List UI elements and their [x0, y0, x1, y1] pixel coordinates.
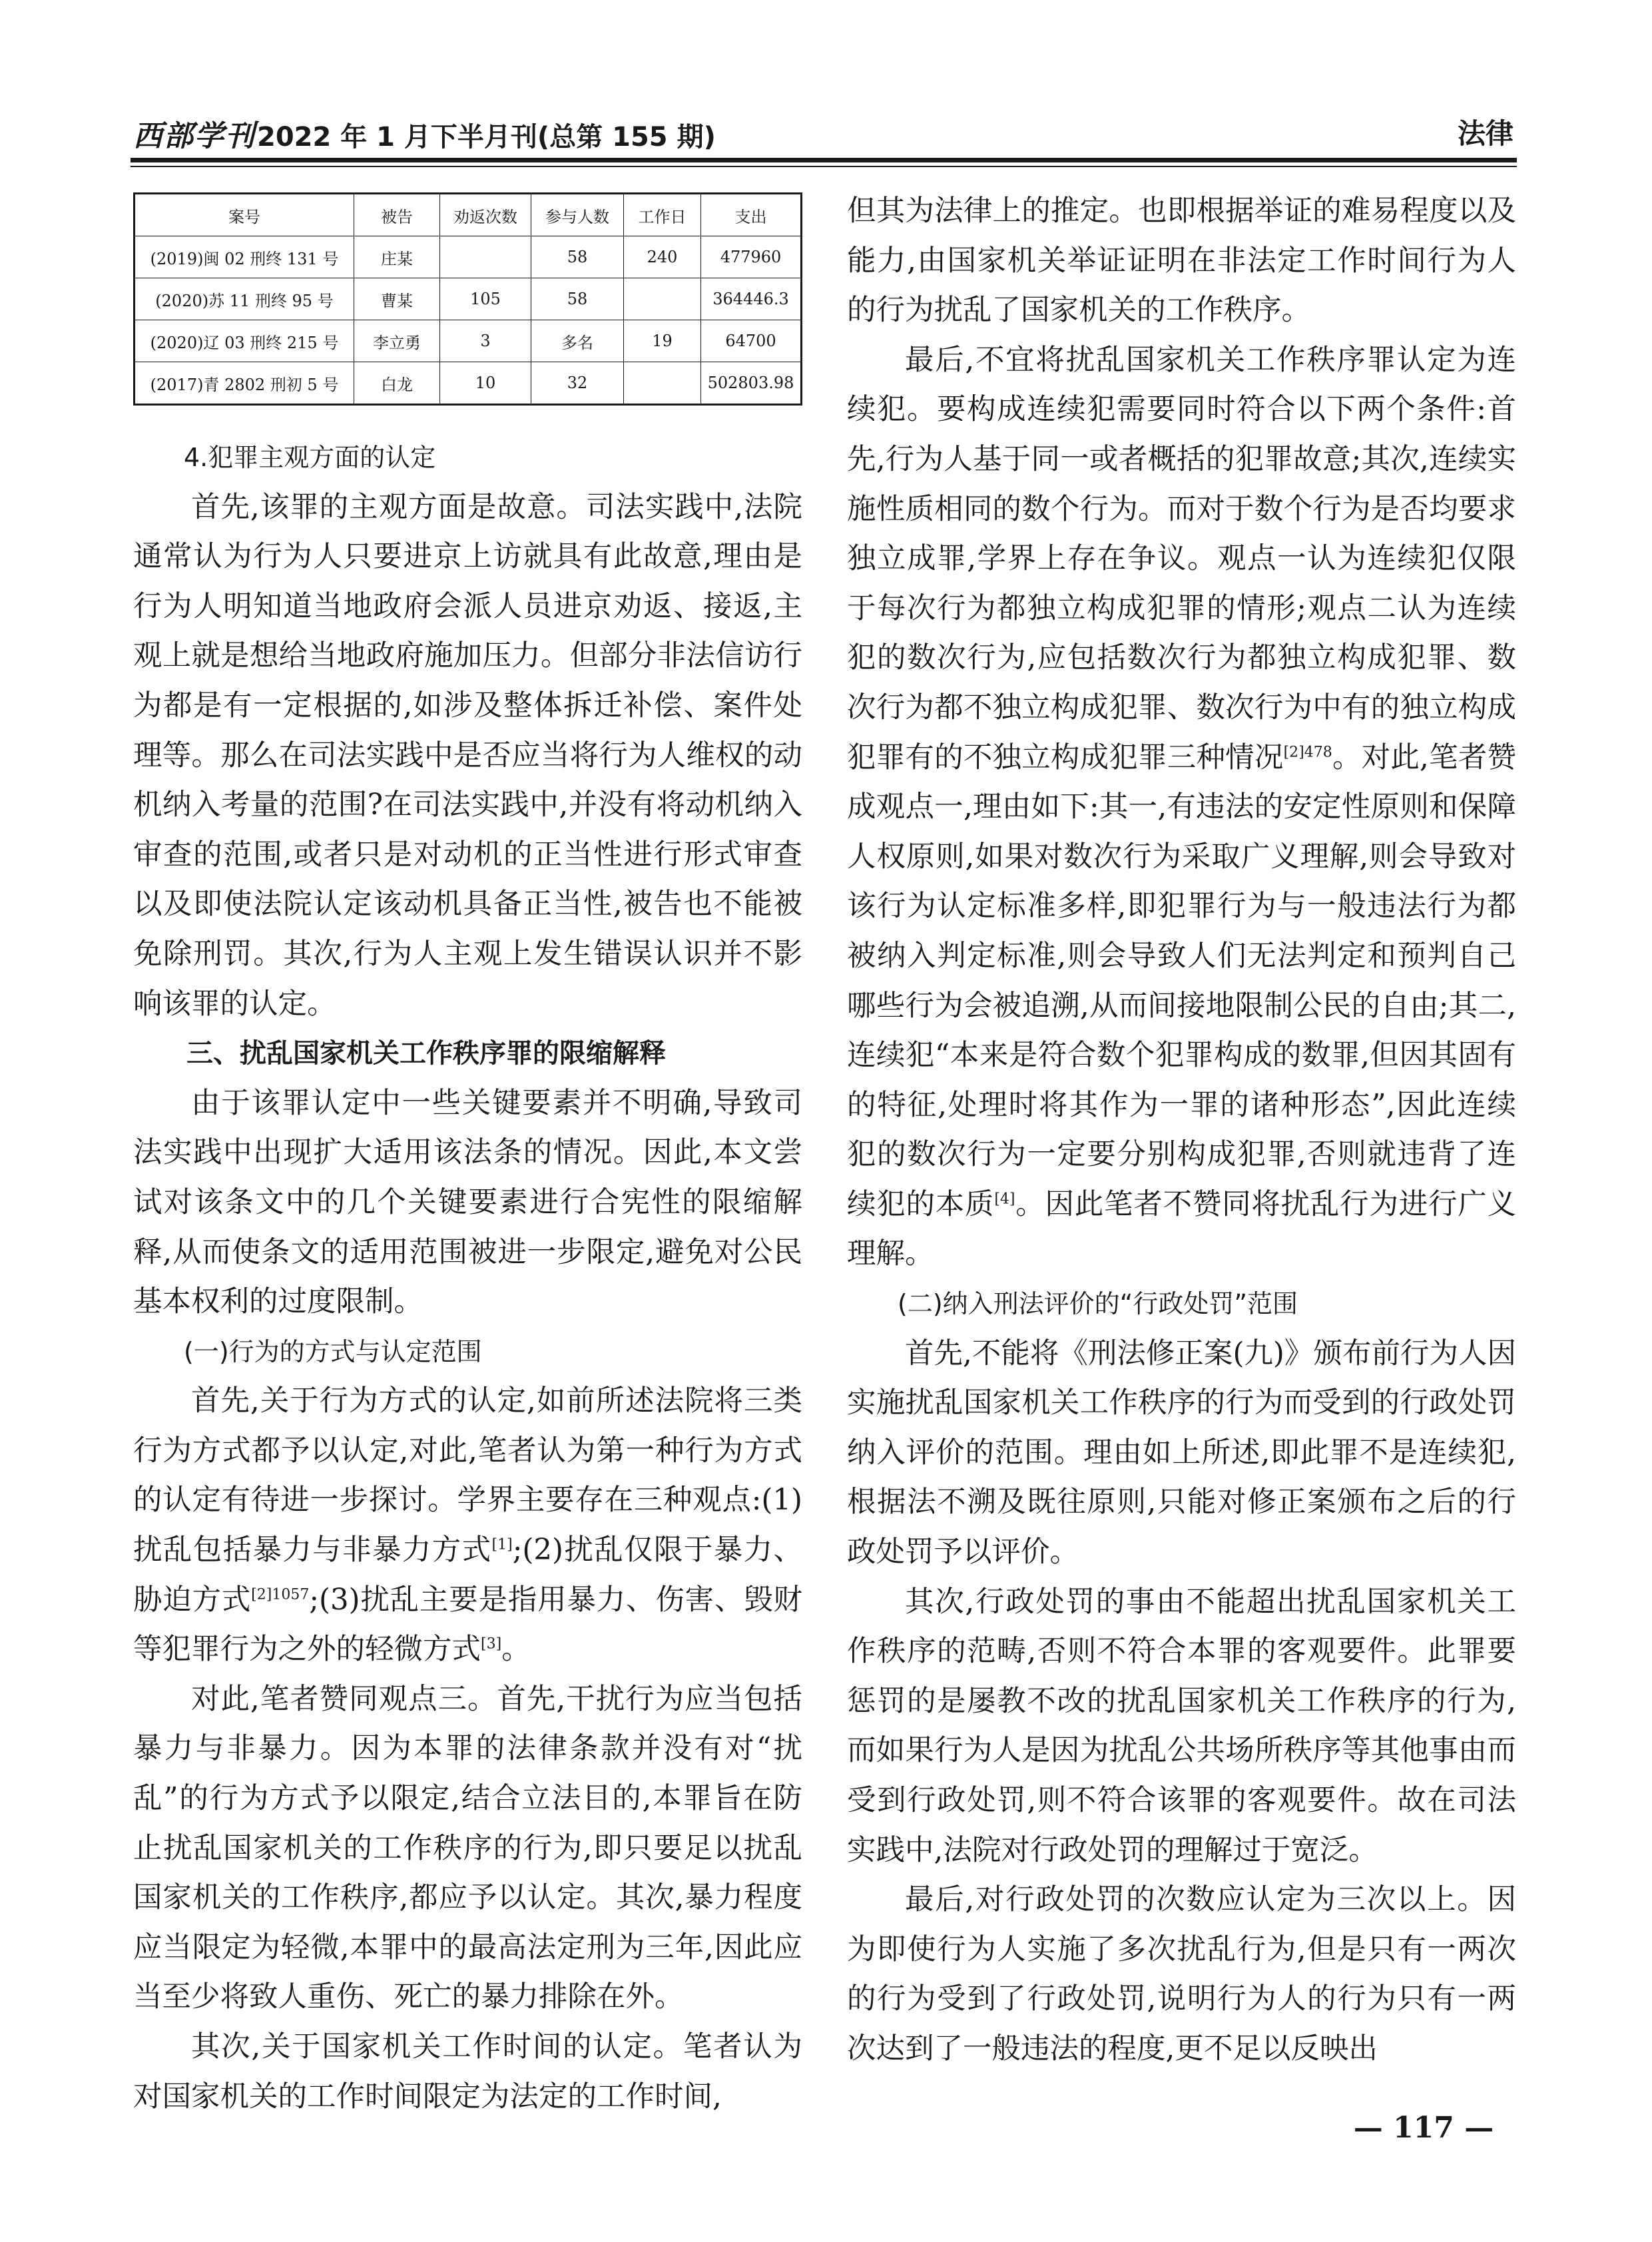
table-row — [135, 362, 802, 405]
table-row — [135, 236, 802, 278]
working-days: 19 — [624, 320, 701, 362]
right-column — [847, 186, 1516, 2074]
case-number: (2020)辽 03 刑终 215 号 — [135, 320, 354, 362]
table-row — [135, 320, 802, 362]
paragraph — [133, 1376, 802, 1675]
text-run: ;(3)扰乱主要是指用暴力、伤害、毁财等犯罪行为之外的轻微方式 — [133, 1583, 802, 1667]
table-header-row — [135, 194, 802, 236]
case-number: (2020)苏 11 刑终 95 号 — [135, 278, 354, 320]
defendant: 李立勇 — [354, 320, 440, 362]
expenditure: 477960 — [701, 236, 802, 278]
case-number: (2019)闽 02 刑终 131 号 — [135, 236, 354, 278]
defendant: 庄某 — [354, 236, 440, 278]
citation: [4] — [994, 1191, 1015, 1208]
persuasion-count: 105 — [440, 278, 531, 320]
left-column — [133, 433, 802, 2121]
table-row — [135, 278, 802, 320]
working-days — [624, 362, 701, 405]
page-number: — 117 — — [1353, 2111, 1494, 2145]
header-rule — [131, 158, 1517, 162]
expenditure: 64700 — [701, 320, 802, 362]
participant-count: 32 — [531, 362, 624, 405]
table-header-cell: 工作日 — [624, 194, 701, 236]
section-label: 法律 — [1457, 117, 1514, 150]
subsection-heading: (二)纳入刑法评价的“行政处罚”范围 — [898, 1289, 1298, 1319]
paragraph: 最后,对行政处罚的次数应认定为三次以上。因为即使行为人实施了多次扰乱行为,但是只有一两次的行为受到了行政处罚,说明行为人的行为只有一两次达到了一般违法的程度,更不足以反映出 — [847, 1883, 1516, 2066]
paragraph: 其次,关于国家机关工作时间的认定。笔者认为对国家机关的工作时间限定为法定的工作时间, — [133, 2030, 802, 2113]
paragraph: 对此,笔者赞同观点三。首先,干扰行为应当包括暴力与非暴力。因为本罪的法律条款并没有对“扰乱”的行为方式予以限定,结合立法目的,本罪旨在防止扰乱国家机关的工作秩序的行为,即只要足以扰乱国家机关的工作秩序,都应予以认定。其次,暴力程度应当限定为轻微,本罪中的最高法定刑为三年,因此应当至少将致人重伤、死亡的暴力排除在外。 — [133, 1682, 802, 2014]
case-number: (2017)青 2802 刑初 5 号 — [135, 362, 354, 405]
participant-count: 58 — [531, 236, 624, 278]
paragraph: 由于该罪认定中一些关键要素并不明确,导致司法实践中出现扩大适用该法条的情况。因此,本文尝试对该条文中的几个关键要素进行合宪性的限缩解释,从而使条文的适用范围被进一步限定,避免对公民基本权利的过度限制。 — [133, 1086, 802, 1319]
paragraph: 首先,该罪的主观方面是故意。司法实践中,法院通常认为行为人只要进京上访就具有此故意,理由是行为人明知道当地政府会派人员进京劝返、接返,主观上就是想给当地政府施加压力。但部分非法信访行为都是有一定根据的,如涉及整体拆迁补偿、案件处理等。那么在司法实践中是否应当将行为人维权的动机纳入考量的范围?在司法实践中,并没有将动机纳入审查的范围,或者只是对动机的正当性进行形式审查以及即使法院认定该动机具备正当性,被告也不能被免除刑罚。其次,行为人主观上发生错误认识并不影响该罪的认定。 — [133, 490, 802, 1021]
persuasion-count: 3 — [440, 320, 531, 362]
text-run: 。对此,笔者赞成观点一,理由如下:其一,有违法的安定性原则和保障人权原则,如果对数次行为采取广义理解,则会导致对该行为认定标准多样,即犯罪行为与一般违法行为都被纳入判定标准,则会导致人们无法判定和预判自己哪些行为会被追溯,从而间接地限制公民的自由;其二,连续犯“本来是符合数个犯罪构成的数罪,但因其固有的特征,处理时将其作为一罪的诸种形态”,因此连续犯的数次行为一定要分别构成犯罪,否则就违背了连续犯的本质 — [847, 740, 1516, 1221]
defendant: 曹某 — [354, 278, 440, 320]
subsection-heading: 4.犯罪主观方面的认定 — [184, 443, 436, 472]
expenditure: 364446.3 — [701, 278, 802, 320]
text-run: 。 — [501, 1633, 531, 1667]
subsection-heading: (一)行为的方式与认定范围 — [184, 1336, 482, 1366]
header-journal — [133, 112, 716, 152]
citation: [2]1057 — [251, 1586, 310, 1603]
text-run: 首先,关于行为方式的认定,如前所述法院将三类行为方式都予以认定,对此,笔者认为第一种行为方式的认定有待进一步探讨。学界主要存在三种观点:(1)扰乱包括暴力与非暴力方式 — [133, 1384, 802, 1567]
issue-info: 2022 年 1 月下半月刊(总第 155 期) — [257, 122, 716, 152]
paragraph — [847, 336, 1516, 1279]
table-header-cell: 案号 — [135, 194, 354, 236]
case-table — [133, 192, 802, 406]
paragraph: 首先,不能将《刑法修正案(九)》颁布前行为人因实施扰乱国家机关工作秩序的行为而受到的行政处罚纳入评价的范围。理由如上所述,即此罪不是连续犯,根据法不溯及既往原则,只能对修正案颁布之后的行政处罚予以评价。 — [847, 1336, 1516, 1569]
paragraph: 但其为法律上的推定。也即根据举证的难易程度以及能力,由国家机关举证证明在非法定工作时间行为人的行为扰乱了国家机关的工作秩序。 — [847, 194, 1516, 328]
expenditure: 502803.98 — [701, 362, 802, 405]
text-run: ;(2)扰乱仅限于暴力、胁迫方式 — [133, 1534, 802, 1617]
table-header-cell: 支出 — [701, 194, 802, 236]
table-header-cell: 劝返次数 — [440, 194, 531, 236]
working-days: 240 — [624, 236, 701, 278]
table-header-cell: 被告 — [354, 194, 440, 236]
table-header-cell: 参与人数 — [531, 194, 624, 236]
citation: [3] — [481, 1635, 502, 1653]
text-run: 最后,不宜将扰乱国家机关工作秩序罪认定为连续犯。要构成连续犯需要同时符合以下两个条件:首先,行为人基于同一或者概括的犯罪故意;其次,连续实施性质相同的数个行为。而对于数个行为是否均要求独立成罪,学界上存在争议。观点一认为连续犯仅限于每次行为都独立构成犯罪的情形;观点二认为连续犯的数次行为,应包括数次行为都独立构成犯罪、数次行为都不独立构成犯罪、数次行为中有的独立构成犯罪有的不独立构成犯罪三种情况 — [847, 343, 1516, 774]
working-days — [624, 278, 701, 320]
citation: [2]478 — [1283, 744, 1332, 761]
text-run: 。因此笔者不赞同将扰乱行为进行广义理解。 — [847, 1187, 1517, 1271]
citation: [1] — [491, 1536, 513, 1553]
defendant: 白龙 — [354, 362, 440, 405]
participant-count: 58 — [531, 278, 624, 320]
persuasion-count — [440, 236, 531, 278]
persuasion-count: 10 — [440, 362, 531, 405]
section-heading: 三、扰乱国家机关工作秩序罪的限缩解释 — [186, 1038, 666, 1069]
journal-logo: 西部学刊 — [133, 119, 256, 153]
header-rule-thin — [131, 166, 1517, 167]
paragraph: 其次,行政处罚的事由不能超出扰乱国家机关工作秩序的范畴,否则不符合本罪的客观要件。此罪要惩罚的是屡教不改的扰乱国家机关工作秩序的行为,而如果行为人是因为扰乱公共场所秩序等其他事由而受到行政处罚,则不符合该罪的客观要件。故在司法实践中,法院对行政处罚的理解过于宽泛。 — [847, 1585, 1516, 1867]
participant-count: 多名 — [531, 320, 624, 362]
